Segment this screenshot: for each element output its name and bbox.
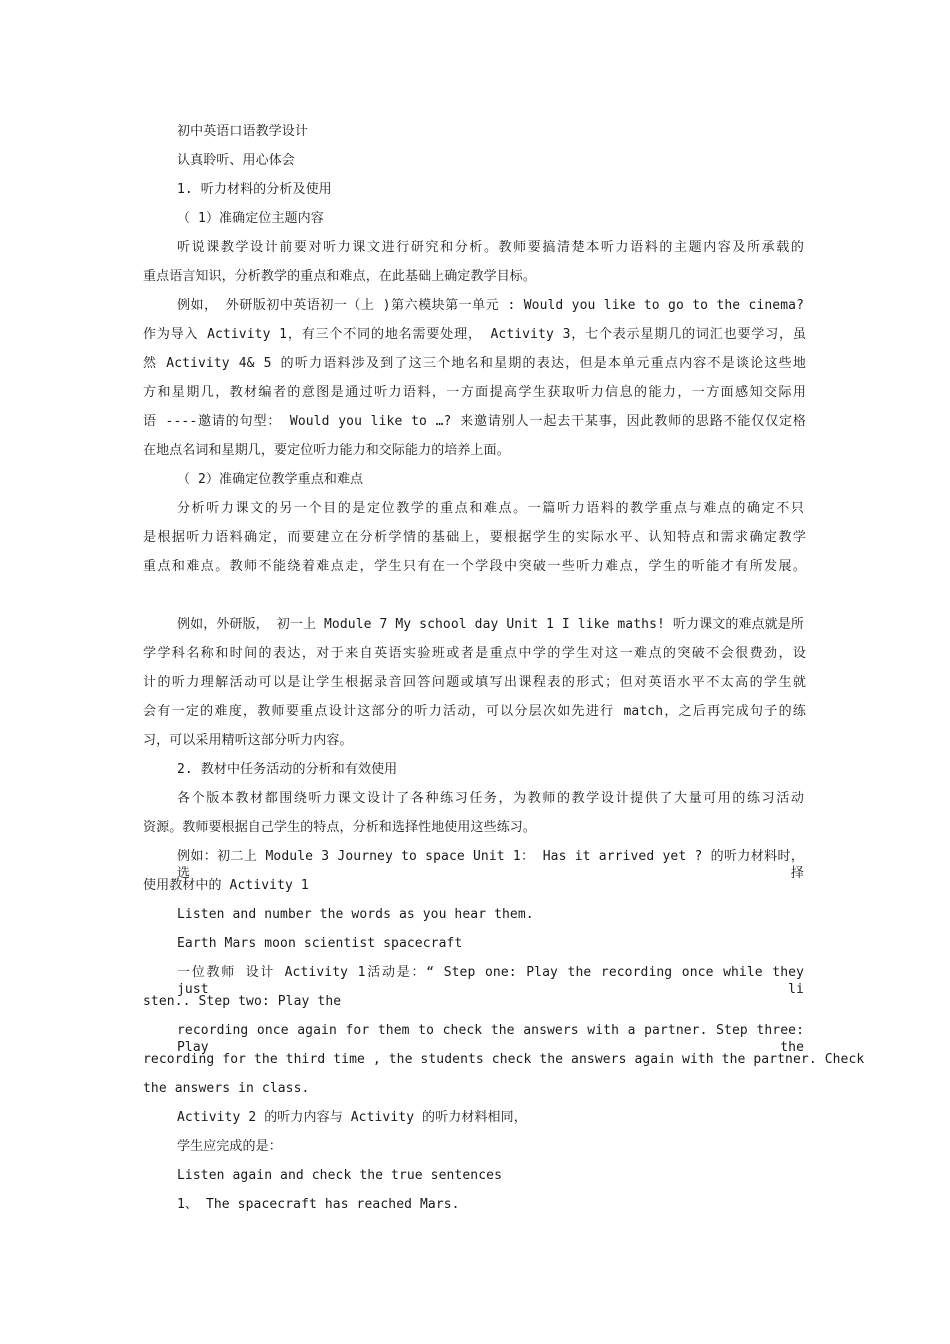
paragraph-line: 学生应完成的是： xyxy=(177,1139,282,1154)
paragraph-line: the answers in class. xyxy=(143,1081,310,1096)
paragraph-line: 例如，外研版， 初一上 Module 7 My school day Unit 1 I like maths! 听力课文的难点就是所 xyxy=(177,617,804,632)
paragraph-line: 计的听力理解活动可以是让学生根据录音回答问题或填写出课程表的形式；但对英语水平不太高的学生就 xyxy=(143,675,806,690)
paragraph-line: 会有一定的难度，教师要重点设计这部分的听力活动，可以分层次如先进行 match，之后再完成句子的练 xyxy=(143,704,806,719)
paragraph-line: 然 Activity 4& 5 的听力语料涉及到了这三个地名和星期的表达，但是本单元重点内容不是谈论这些地 xyxy=(143,356,806,371)
paragraph-line: sten.. Step two: Play the xyxy=(143,994,342,1009)
paragraph-line: 在地点名词和星期几，要定位听力能力和交际能力的培养上面。 xyxy=(143,443,510,458)
paragraph-line: recording for the third time , the students check the answers again with the partner. Check xyxy=(143,1052,865,1067)
paragraph-line: Listen again and check the true sentences xyxy=(177,1168,502,1183)
paragraph-line: Activity 2 的听力内容与 Activity 的听力材料相同， xyxy=(177,1110,527,1125)
paragraph-line: Listen and number the words as you hear them. xyxy=(177,907,534,922)
paragraph-line: 是根据听力语料确定，而要建立在分析学情的基础上，要根据学生的实际水平、认知特点和需求确定教学 xyxy=(143,530,806,545)
paragraph-line: 学学科名称和时间的表达，对于来自英语实验班或者是重点中学的学生对这一难点的突破不会很费劲，设 xyxy=(143,646,806,661)
paragraph-line: 例如， 外研版初中英语初一（上 )第六模块第一单元 : Would you like to go to the cinema? xyxy=(177,298,804,313)
doc-title: 初中英语口语教学设计 xyxy=(177,124,309,139)
paragraph-line: 资源。教师要根据自己学生的特点，分析和选择性地使用这些练习。 xyxy=(143,820,537,835)
paragraph-line: recording once again for them to check the answers with a partner. Step three: Play the xyxy=(177,1023,804,1055)
paragraph-line: Earth Mars moon scientist spacecraft xyxy=(177,936,463,951)
paragraph-line: 1、 The spacecraft has reached Mars. xyxy=(177,1197,460,1212)
paragraph-line: 语 ----邀请的句型： Would you like to …? 来邀请别人一起去干某事，因此教师的思路不能仅仅定格 xyxy=(143,414,806,429)
doc-subtitle: 认真聆听、用心体会 xyxy=(177,153,295,168)
subsection-heading-1-2: （ 2）准确定位教学重点和难点 xyxy=(177,472,364,487)
paragraph-line: 习，可以采用精听这部分听力内容。 xyxy=(143,733,353,748)
paragraph-line: 听说课教学设计前要对听力课文进行研究和分析。教师要搞清楚本听力语料的主题内容及所承载的 xyxy=(177,240,804,255)
paragraph-line: 重点语言知识，分析教学的重点和难点，在此基础上确定教学目标。 xyxy=(143,269,537,284)
paragraph-line: 重点和难点。教师不能绕着难点走，学生只有在一个学段中突破一些听力难点，学生的听能才有所发展。 xyxy=(143,559,806,574)
paragraph-line: 例如：初二上 Module 3 Journey to space Unit 1： Has it arrived yet ? 的听力材料时，选择 xyxy=(177,849,804,881)
paragraph-line: 一位教师 设计 Activity 1活动是：“ Step one: Play the recording once while they just li xyxy=(177,965,804,997)
subsection-heading-1-1: （ 1）准确定位主题内容 xyxy=(177,211,324,226)
paragraph-line: 方和星期几，教材编者的意图是通过听力语料，一方面提高学生获取听力信息的能力，一方面感知交际用 xyxy=(143,385,806,400)
section-heading-1: 1. 听力材料的分析及使用 xyxy=(177,182,332,197)
paragraph-line: 分析听力课文的另一个目的是定位教学的重点和难点。一篇听力语料的教学重点与难点的确定不只 xyxy=(177,501,804,516)
paragraph-line: 作为导入 Activity 1，有三个不同的地名需要处理， Activity 3，七个表示星期几的词汇也要学习，虽 xyxy=(143,327,806,342)
section-heading-2: 2. 教材中任务活动的分析和有效使用 xyxy=(177,762,398,777)
paragraph-line: 各个版本教材都围绕听力课文设计了各种练习任务，为教师的教学设计提供了大量可用的练习活动 xyxy=(177,791,804,806)
paragraph-line: 使用教材中的 Activity 1 xyxy=(143,878,309,893)
